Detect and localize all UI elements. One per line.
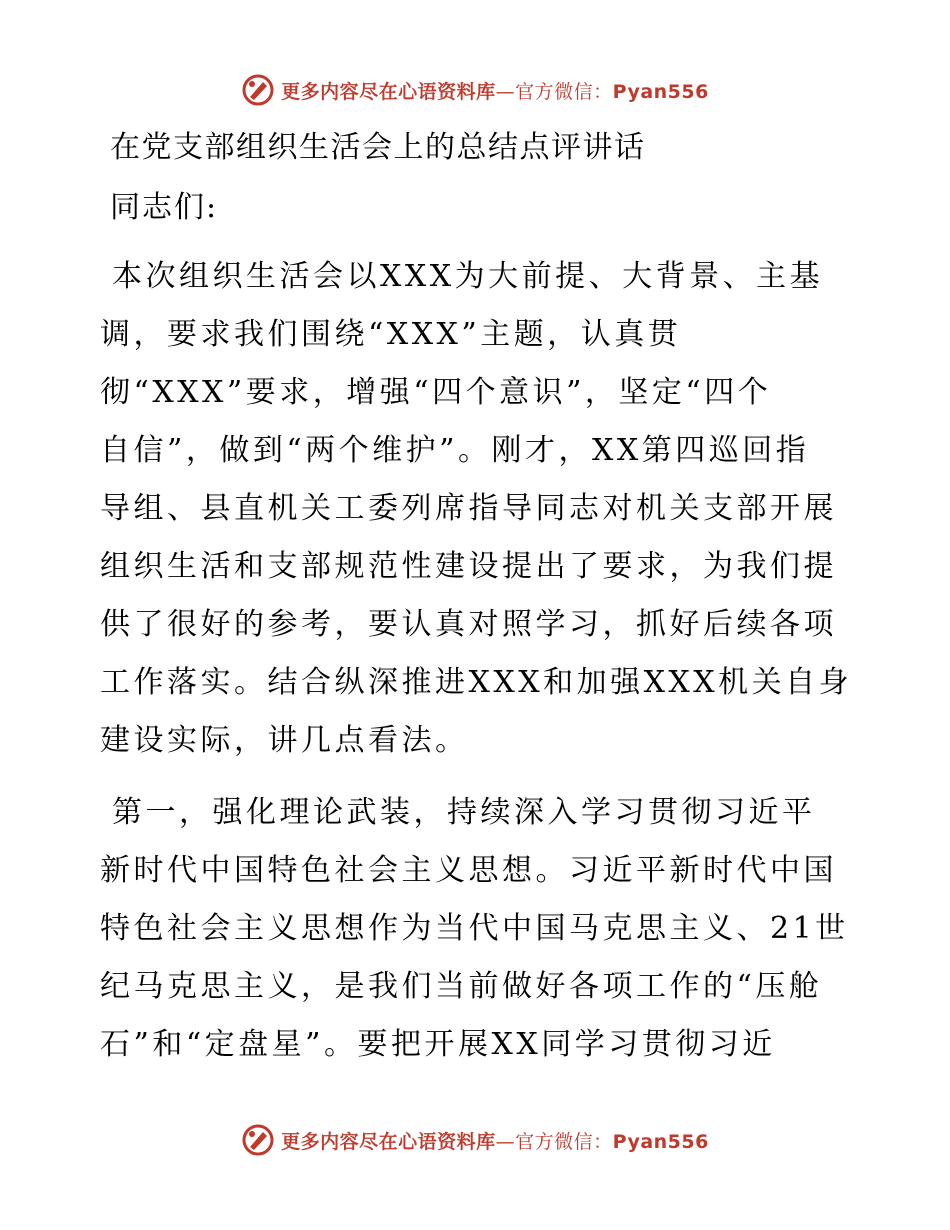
paragraph-line: 供了很好的参考，要认真对照学习，抓好后续各项 (100, 607, 837, 642)
salutation: 同志们: (110, 190, 219, 225)
paragraph-line: 导组、县直机关工委列席指导同志对机关支部开展 (100, 491, 837, 526)
paragraph-line: 第一，强化理论武装，持续深入学习贯彻习近平 (112, 795, 816, 830)
paragraph-line: 纪马克思主义，是我们当前做好各项工作的“压舱 (100, 969, 823, 1004)
paragraph-line: 本次组织生活会以XXX为大前提、大背景、主基 (112, 259, 824, 294)
brand-logo-icon (241, 73, 275, 107)
paragraph-1 (100, 248, 860, 770)
document-body (100, 118, 860, 1088)
paragraph-line: 建设实际，讲几点看法。 (100, 723, 469, 758)
banner-text (281, 1127, 709, 1154)
banner-wechat-label: —官方微信： (495, 80, 613, 103)
paragraph-line: 彻“XXX”要求，增强“四个意识”，坚定“四个 (100, 375, 772, 410)
banner-wechat-id: Pyan556 (612, 80, 709, 103)
banner-wechat-label: —官方微信： (495, 1130, 613, 1153)
banner-wechat-id: Pyan556 (612, 1130, 709, 1153)
paragraph-line: 自信”，做到“两个维护”。刚才，XX第四巡回指 (100, 433, 810, 468)
banner-site-name: 更多内容尽在心语资料库 (281, 1130, 496, 1153)
brand-logo-icon (241, 1123, 275, 1157)
paragraph-line: 工作落实。结合纵深推进XXX和加强XXX机关自身 (100, 665, 853, 700)
paragraph-line: 调，要求我们围绕“XXX”主题，认真贯 (100, 317, 682, 352)
banner-text (281, 77, 709, 104)
paragraph-2 (100, 784, 860, 1074)
banner-site-name: 更多内容尽在心语资料库 (281, 80, 496, 103)
paragraph-line: 石”和“定盘星”。要把开展XX同学习贯彻习近 (100, 1027, 776, 1062)
header-banner (0, 70, 950, 110)
paragraph-line: 组织生活和支部规范性建设提出了要求，为我们提 (100, 549, 837, 584)
footer-banner (0, 1120, 950, 1160)
paragraph-line: 特色社会主义思想作为当代中国马克思主义、21世 (100, 911, 849, 946)
paragraph-line: 新时代中国特色社会主义思想。习近平新时代中国 (100, 853, 837, 888)
document-title: 在党支部组织生活会上的总结点评讲话 (110, 130, 646, 165)
